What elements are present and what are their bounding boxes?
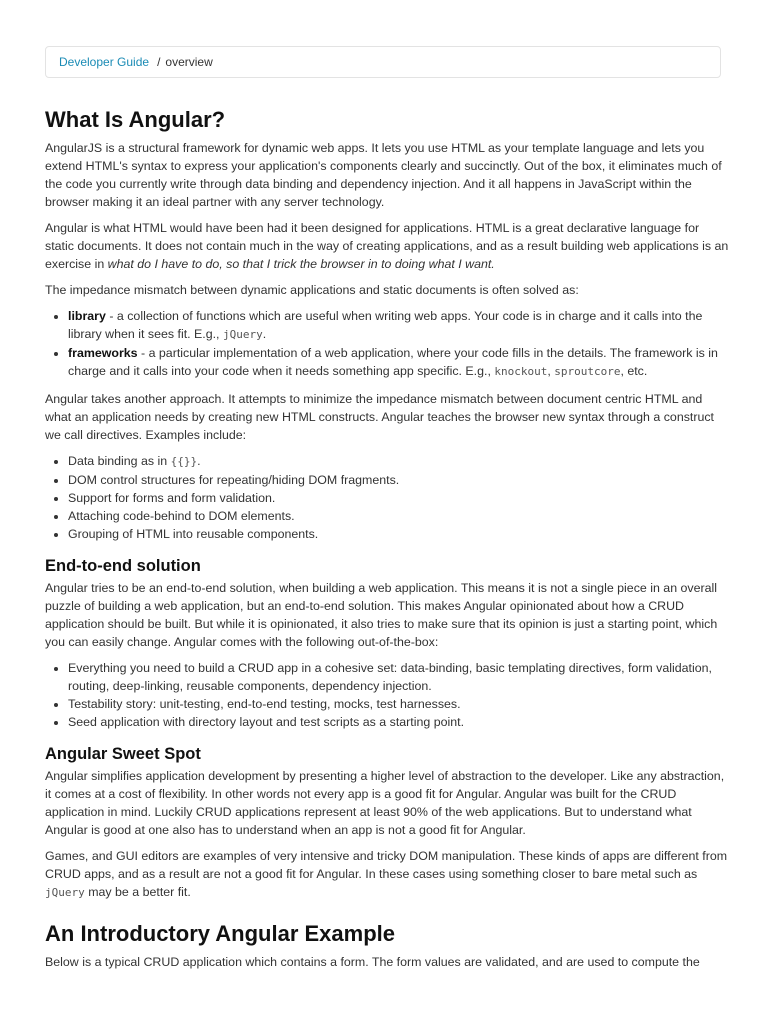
example-paragraph: Below is a typical CRUD application which contains a form. The form values are validated, and are used to compute the <box>45 955 700 969</box>
term-library: library <box>68 309 106 323</box>
code-sproutcore: sproutcore <box>554 365 621 378</box>
breadcrumb-separator: / <box>157 55 161 69</box>
e2e-paragraph: Angular tries to be an end-to-end solution, when building a web application. This means it is not a single piece in an overall puzzle of building a web application, but an end-to-end solution. This makes Angular opinionated about how a CRUD application should be built. But while it is opinionated, it also tries to make sure that its opinion is just a starting point, which you can easily change. Angular comes with the following out-of-the-box: <box>45 581 718 649</box>
list-item: • Everything you need to build a CRUD app in a cohesive set: data-binding, basic templating directives, form validation, routing, deep-linking, reusable components, dependency injection. <box>68 659 729 695</box>
intro-paragraph-3: The impedance mismatch between dynamic applications and static documents is often solved as: <box>45 283 579 297</box>
list-item: • DOM control structures for repeating/hiding DOM fragments. <box>68 471 729 489</box>
sweet-paragraph-2-end: may be a better fit. <box>84 885 191 899</box>
list-item: • Testability story: unit-testing, end-to-end testing, mocks, test harnesses. <box>68 695 729 713</box>
page-title: What Is Angular? <box>45 107 226 132</box>
intro-paragraph-2-emphasis: what do I have to do, so that I trick the browser in to doing what I want. <box>107 257 495 271</box>
list-item: • Support for forms and form validation. <box>68 489 729 507</box>
code-binding: {{}} <box>170 455 198 468</box>
library-text: - a collection of functions which are useful when writing web apps. Your code is in charge and it calls into the library when it sees fit. E.g., <box>68 309 703 341</box>
directive-example-end: . <box>197 454 201 468</box>
list-item: • Attaching code-behind to DOM elements. <box>68 507 729 525</box>
breadcrumb-current: overview <box>165 55 213 69</box>
code-jquery: jQuery <box>222 328 263 341</box>
intro-paragraph-1: AngularJS is a structural framework for dynamic web apps. It lets you use HTML as your template language and lets you extend HTML's syntax to express your application's components clearly and succinctly. Out of the box, it eliminates much of the code you currently write through data binding and dependency injection. And it all happens in JavaScript within the browser making it an ideal partner with any server technology. <box>45 141 722 209</box>
frameworks-end: , etc. <box>620 364 648 378</box>
directive-example-text: Data binding as in <box>68 454 171 468</box>
code-knockout: knockout <box>494 365 548 378</box>
approach-list <box>45 307 729 381</box>
list-item: • Grouping of HTML into reusable components. <box>68 525 729 543</box>
list-item-library <box>68 307 729 344</box>
breadcrumb <box>45 46 721 78</box>
frameworks-text: - a particular implementation of a web application, where your code fills in the details. The framework is in charge and it calls into your code when it needs something app specific. E.g., <box>68 346 718 378</box>
library-end: . <box>262 327 267 341</box>
directives-list <box>45 452 729 543</box>
code-jquery-2: jQuery <box>45 886 85 899</box>
frameworks-comma: , <box>547 364 555 378</box>
heading-introductory-example: An Introductory Angular Example <box>45 921 396 946</box>
intro-paragraph-2 <box>45 219 729 273</box>
list-item <box>68 452 729 471</box>
term-frameworks: frameworks <box>68 346 138 360</box>
sweet-paragraph-2 <box>45 847 729 902</box>
sweet-paragraph-2-text: Games, and GUI editors are examples of very intensive and tricky DOM manipulation. These kinds of apps are different from CRUD apps, and as a result are not a good fit for Angular. In these cases using something closer to bare metal such as <box>45 849 728 881</box>
list-item: • Seed application with directory layout and test scripts as a starting point. <box>68 713 729 731</box>
article <box>45 100 729 979</box>
intro-paragraph-4: Angular takes another approach. It attempts to minimize the impedance mismatch between document centric HTML and what an application needs by creating new HTML constructs. Angular teaches the browser new syntax through a construct we call directives. Examples include: <box>45 392 714 442</box>
list-item-frameworks <box>68 344 729 381</box>
sweet-paragraph-1: Angular simplifies application development by presenting a higher level of abstraction to the developer. Like any abstraction, it comes at a cost of flexibility. In other words not every app is a good fit for Angular. Angular was built for the CRUD application in mind. Luckily CRUD applications represent at least 90% of the web applications. But to understand what Angular is good at one also has to understand when an app is not a good fit for Angular. <box>45 769 725 837</box>
heading-sweet-spot: Angular Sweet Spot <box>45 745 201 763</box>
intro-paragraph-2-text: Angular is what HTML would have been had it been designed for applications. HTML is a great declarative language for static documents. It does not contain much in the way of creating applications, and as a result building web applications is an exercise in <box>45 221 729 271</box>
heading-end-to-end: End-to-end solution <box>45 557 201 575</box>
breadcrumb-link-developer-guide[interactable]: Developer Guide <box>59 55 150 69</box>
e2e-list <box>45 659 729 731</box>
